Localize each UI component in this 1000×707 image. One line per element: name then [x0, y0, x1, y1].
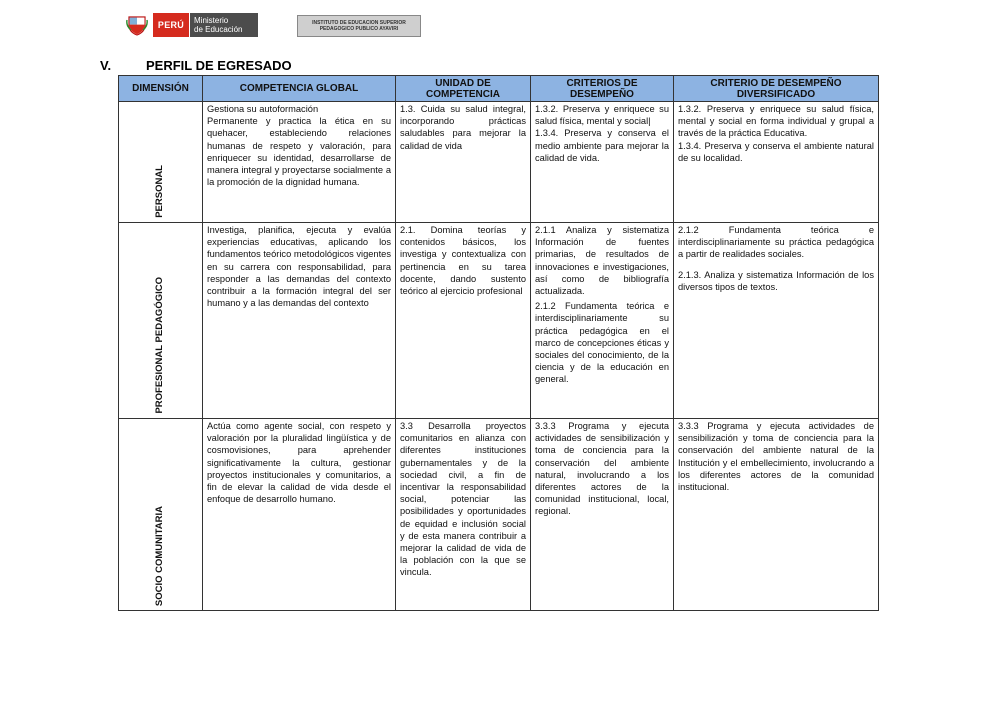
diversificado-cell — [674, 419, 879, 611]
dimension-label: PERSONAL — [154, 165, 166, 218]
header-criterio-diversificado: CRITERIO DE DESEMPEÑO DIVERSIFICADO — [674, 76, 879, 102]
table-row — [119, 223, 879, 419]
table-row — [119, 102, 879, 223]
institute-banner — [297, 15, 421, 37]
table-row — [119, 419, 879, 611]
diversificado-cell — [674, 223, 879, 419]
dimension-cell — [119, 419, 203, 611]
header-unidad-competencia: UNIDAD DE COMPETENCIA — [396, 76, 531, 102]
institute-line2: PEDAGOGICO PUBLICO AYAVIRI — [319, 26, 399, 32]
criterios-cell — [531, 223, 674, 419]
perfil-egresado-table — [118, 75, 879, 611]
cell-paragraph: Permanente y practica la ética en su quehacer, estableciendo relaciones humanas de respeto y valoración, para enriquecer su identidad, desarrollarse de manera integral y proyectarse socialmente a la promoción de la dignidad humana. — [207, 116, 391, 188]
cell-paragraph: Gestiona su autoformación — [207, 104, 319, 114]
competencia-cell — [203, 419, 396, 611]
ministry-name-line1: Ministerio — [194, 16, 229, 25]
cell-paragraph: 1.3.4. Preserva y conserva el ambiente natural de su localidad. — [678, 140, 874, 163]
cell-paragraph: 2.1.2 Fundamenta teórica e interdisciplinariamente su práctica pedagógica en el marco de concepciones éticas y sociales del conocimiento, de la ciencia y de la educación en general. — [535, 301, 669, 385]
cell-paragraph: 1.3.4. Preserva y conserva el medio ambiente para mejorar la calidad de vida. — [535, 128, 669, 163]
ministry-name — [190, 13, 258, 37]
cell-paragraph: 2.1.1 Analiza y sistematiza Información de fuentes primarias, de resultados de innovaciones e investigaciones, así como de bibliografía actualizada. — [535, 225, 669, 297]
section-number: V. — [100, 58, 112, 73]
cell-paragraph: Investiga, planifica, ejecuta y evalúa experiencias educativas, aplicando los fundamentos teórico metodológicos vigentes en su carrera con responsabilidad, para responder a las demandas del contexto contribuir a la formación integral del ser humano y a las demandas del contexto — [207, 225, 391, 309]
unidad-cell — [396, 419, 531, 611]
peru-label: PERÚ — [153, 13, 189, 37]
document-header — [120, 12, 440, 40]
cell-paragraph: 3.3.3 Programa y ejecuta actividades de sensibilización y toma de conciencia para la conservación del ambiente natural, involucrando a los diferentes actores de la comunidad institucional, local, regional. — [535, 421, 669, 517]
cell-paragraph: 1.3.2. Preserva y enriquece su salud física, mental y social en forma individual y grupal a través de la práctica Educativa. — [678, 104, 874, 139]
cell-paragraph: 2.1. Domina teorías y contenidos básicos, los investiga y contextualiza con pertinencia en su tarea docente, dando sustento teórico al ejercicio profesional — [400, 225, 526, 297]
cell-paragraph: 3.3 Desarrolla proyectos comunitarios en alianza con diferentes instituciones gubernamentales y de la sociedad civil, a fin de incentivar la responsabilidad social, potenciar las posibilidades y oportunidades de equidad e inclusión social y de esta manera contribuir a mejorar la calidad de vida de la población con la que se vincula. — [400, 421, 526, 578]
ministry-logo — [120, 12, 260, 38]
dimension-cell — [119, 102, 203, 223]
header-competencia-global: COMPETENCIA GLOBAL — [203, 76, 396, 102]
cell-paragraph: 3.3.3 Programa y ejecuta actividades de sensibilización y toma de conciencia para la conservación del ambiente natural de la Institución y el embellecimiento, involucrando a los diferentes actores de la comunidad institucional. — [678, 421, 874, 493]
unidad-cell — [396, 223, 531, 419]
competencia-cell — [203, 102, 396, 223]
dimension-cell — [119, 223, 203, 419]
cell-paragraph: Actúa como agente social, con respeto y valoración por la pluralidad lingüística y de cosmovisiones, para aprehender significativamente la cultura, gestionar proyectos institucionales y comunitarios, a fin de elevar la calidad de vida desde el enfoque de desarrollo humano. — [207, 421, 391, 505]
section-title — [100, 58, 292, 73]
section-title-text: PERFIL DE EGRESADO — [146, 58, 292, 73]
coat-of-arms-icon — [126, 14, 148, 36]
dimension-label: SOCIO COMUNITARIA — [154, 505, 166, 606]
competencia-cell — [203, 223, 396, 419]
criterios-cell — [531, 102, 674, 223]
institute-line1: INSTITUTO DE EDUCACION SUPERIOR — [312, 20, 406, 26]
unidad-cell — [396, 102, 531, 223]
cell-paragraph: 1.3. Cuida su salud integral, incorporando prácticas saludables para mejorar la calidad de vida — [400, 104, 526, 151]
criterios-cell — [531, 419, 674, 611]
header-criterios-desempeno: CRITERIOS DE DESEMPEÑO — [531, 76, 674, 102]
ministry-name-line2: de Educación — [194, 25, 243, 34]
table-header-row — [119, 76, 879, 102]
diversificado-cell — [674, 102, 879, 223]
header-dimension: DIMENSIÓN — [119, 76, 203, 102]
dimension-label: PROFESIONAL PEDAGÓGICO — [154, 277, 166, 414]
cell-paragraph: 1.3.2. Preserva y enriquece su salud física, mental y social| — [535, 104, 669, 127]
cell-paragraph: 2.1.2 Fundamenta teórica e interdisciplinariamente su práctica pedagógica a partir de realidades sociales. — [678, 225, 874, 260]
cell-paragraph: 2.1.3. Analiza y sistematiza Información de los diversos tipos de textos. — [678, 269, 874, 292]
